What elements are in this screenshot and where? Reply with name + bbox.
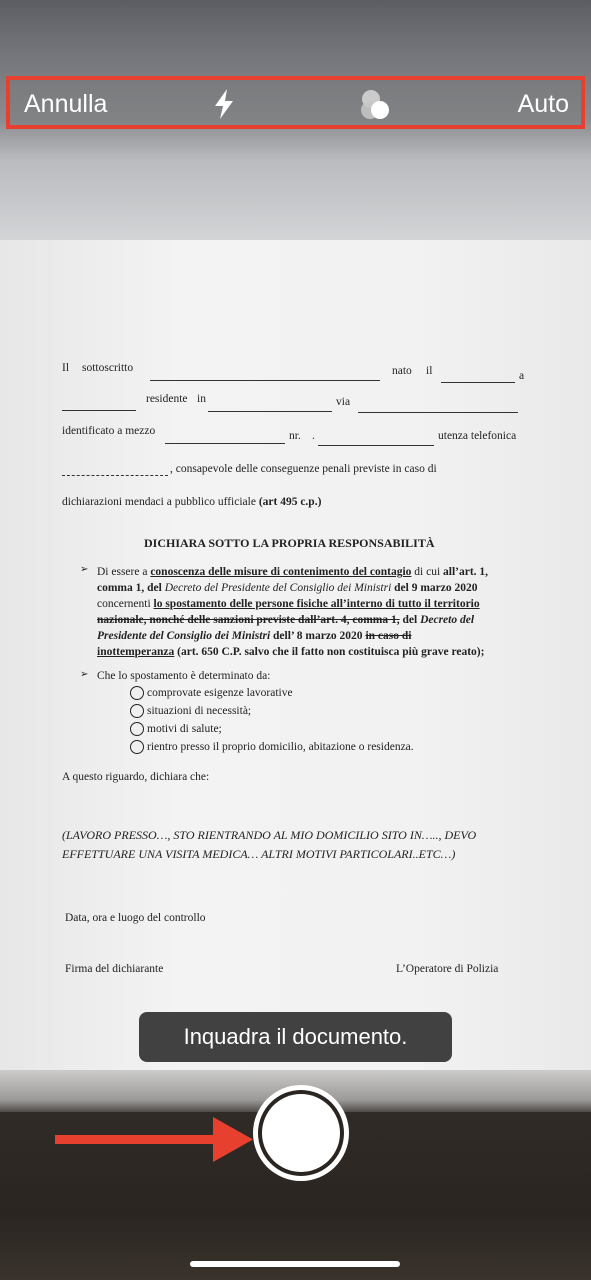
- cancel-button[interactable]: Annulla: [24, 90, 108, 118]
- option-label: rientro presso il proprio domicilio, abitazione o residenza.: [147, 741, 414, 753]
- doc-text: Presidente del Consiglio dei Ministri dell’ 8 marzo 2020 in caso di: [97, 630, 412, 642]
- doc-text: nazionale, nonché delle sanzioni previste dall’art. 4, comma 1, del Decreto del: [97, 614, 475, 626]
- doc-text: comma 1, del Decreto del Presidente del Consiglio dei Ministri del 9 marzo 2020: [97, 582, 478, 594]
- doc-blank-line: [358, 412, 518, 413]
- doc-text: Che lo spostamento è determinato da:: [97, 670, 271, 682]
- doc-blank-line: [62, 475, 168, 476]
- doc-blank-line: [62, 410, 136, 411]
- doc-text: Firma del dichiarante: [65, 963, 164, 975]
- doc-text: in: [197, 393, 206, 405]
- doc-text: L’Operatore di Polizia: [396, 963, 499, 975]
- option-circle-icon: [130, 722, 144, 736]
- doc-text: a: [519, 370, 525, 382]
- doc-text: sottoscritto: [82, 362, 134, 374]
- camera-top-bar: [6, 76, 585, 129]
- doc-text: residente: [146, 393, 188, 405]
- flash-icon[interactable]: [210, 88, 238, 120]
- filters-icon[interactable]: [358, 88, 394, 124]
- doc-blank-line: [318, 445, 434, 446]
- doc-text: , consapevole delle conseguenze penali previste in caso di: [170, 463, 437, 475]
- option-circle-icon: [130, 740, 144, 754]
- option-label: motivi di salute;: [147, 723, 222, 735]
- doc-text: Data, ora e luogo del controllo: [65, 912, 206, 924]
- doc-text: Il: [62, 362, 70, 374]
- home-indicator[interactable]: [190, 1261, 400, 1267]
- doc-text: il: [426, 365, 433, 377]
- option-label: situazioni di necessità;: [147, 705, 252, 717]
- doc-heading: DICHIARA SOTTO LA PROPRIA RESPONSABILITÀ: [144, 536, 435, 550]
- doc-text: EFFETTUARE UNA VISITA MEDICA… ALTRI MOTIVI PARTICOLARI..ETC…): [62, 847, 456, 861]
- doc-text: utenza telefonica: [438, 430, 517, 442]
- doc-text: (LAVORO PRESSO…, STO RIENTRANDO AL MIO DOMICILIO SITO IN….., DEVO: [62, 828, 477, 842]
- option-circle-icon: [130, 686, 144, 700]
- doc-text: via: [336, 396, 351, 408]
- guidance-toast: Inquadra il documento.: [139, 1012, 452, 1062]
- doc-text: nr.: [289, 430, 301, 442]
- doc-blank-line: [150, 380, 380, 381]
- auto-mode-button[interactable]: Auto: [517, 90, 569, 118]
- shutter-button-inner[interactable]: [262, 1094, 340, 1172]
- option-label: comprovate esigenze lavorative: [147, 687, 293, 699]
- bullet-arrow: ➢: [80, 669, 89, 680]
- doc-text: dichiarazioni mendaci a pubblico ufficiale (art 495 c.p.): [62, 496, 322, 508]
- doc-text: .: [312, 430, 315, 442]
- doc-text: inottemperanza (art. 650 C.P. salvo che il fatto non costituisca più grave reato);: [97, 646, 485, 658]
- doc-text: Di essere a conoscenza delle misure di contenimento del contagio di cui all’art. 1,: [97, 566, 489, 578]
- doc-text: concernenti lo spostamento delle persone fisiche all’interno di tutto il territorio: [97, 598, 480, 610]
- doc-blank-line: [208, 411, 332, 412]
- bullet-arrow: ➢: [80, 564, 89, 575]
- annotation-arrow-icon: [55, 1115, 255, 1165]
- option-circle-icon: [130, 704, 144, 718]
- doc-blank-line: [165, 443, 285, 444]
- doc-text: A questo riguardo, dichiara che:: [62, 771, 210, 783]
- doc-blank-line: [441, 382, 515, 383]
- doc-text: identificato a mezzo: [62, 425, 156, 437]
- doc-text: nato: [392, 365, 412, 377]
